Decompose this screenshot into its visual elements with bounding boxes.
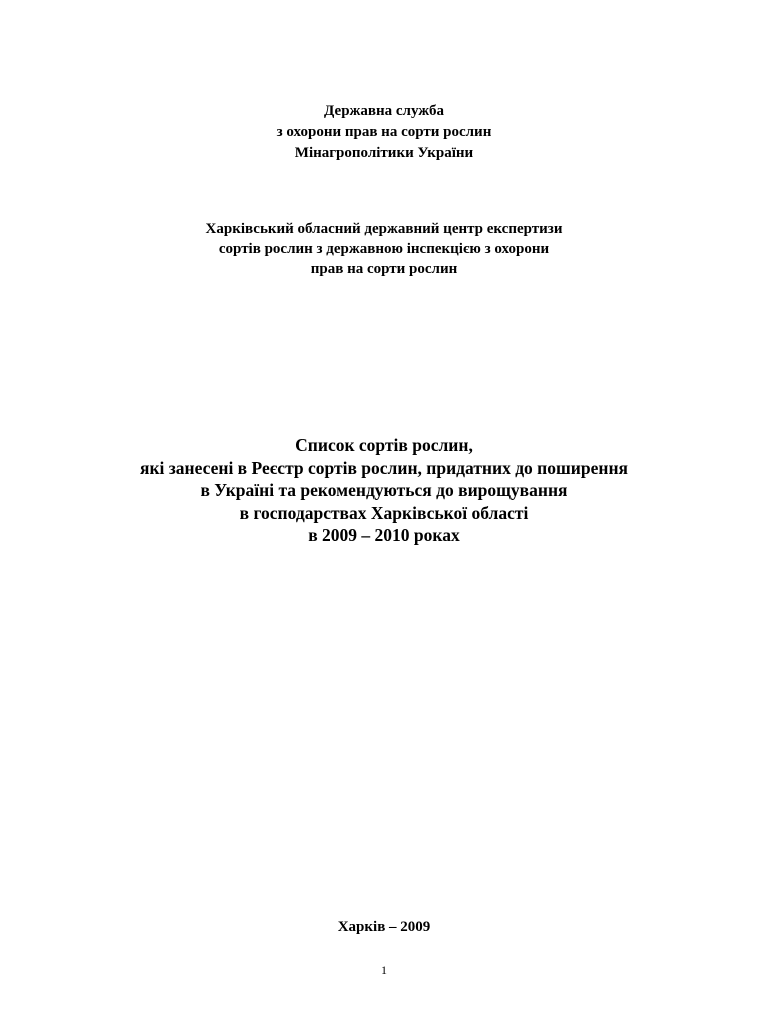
title-line-4: в господарствах Харківської області — [239, 502, 529, 523]
title-line-3: в Україні та рекомендуються до вирощування — [200, 480, 568, 500]
title-line-5: в 2009 – 2010 роках — [308, 525, 460, 545]
center-line-3: прав на сорти рослин — [310, 261, 458, 277]
place-year: Харків – 2009 — [337, 919, 431, 935]
page-number: 1 — [381, 963, 387, 977]
agency-line-3: Мінагрополітики України — [294, 145, 474, 161]
agency-line-2: з охорони прав на сорти рослин — [276, 124, 492, 140]
agency-line-1: Державна служба — [324, 103, 444, 119]
center-line-2: сортів рослин з державною інспекцією з охорони — [218, 241, 550, 257]
document-title — [0, 434, 768, 547]
center-heading — [0, 219, 768, 279]
agency-heading — [0, 101, 768, 164]
title-line-1: Список сортів рослин, — [295, 435, 473, 455]
center-line-1: Харківський обласний державний центр експертизи — [205, 221, 563, 237]
title-line-2: які занесені в Реєстр сортів рослин, придатних до поширення — [139, 457, 629, 478]
